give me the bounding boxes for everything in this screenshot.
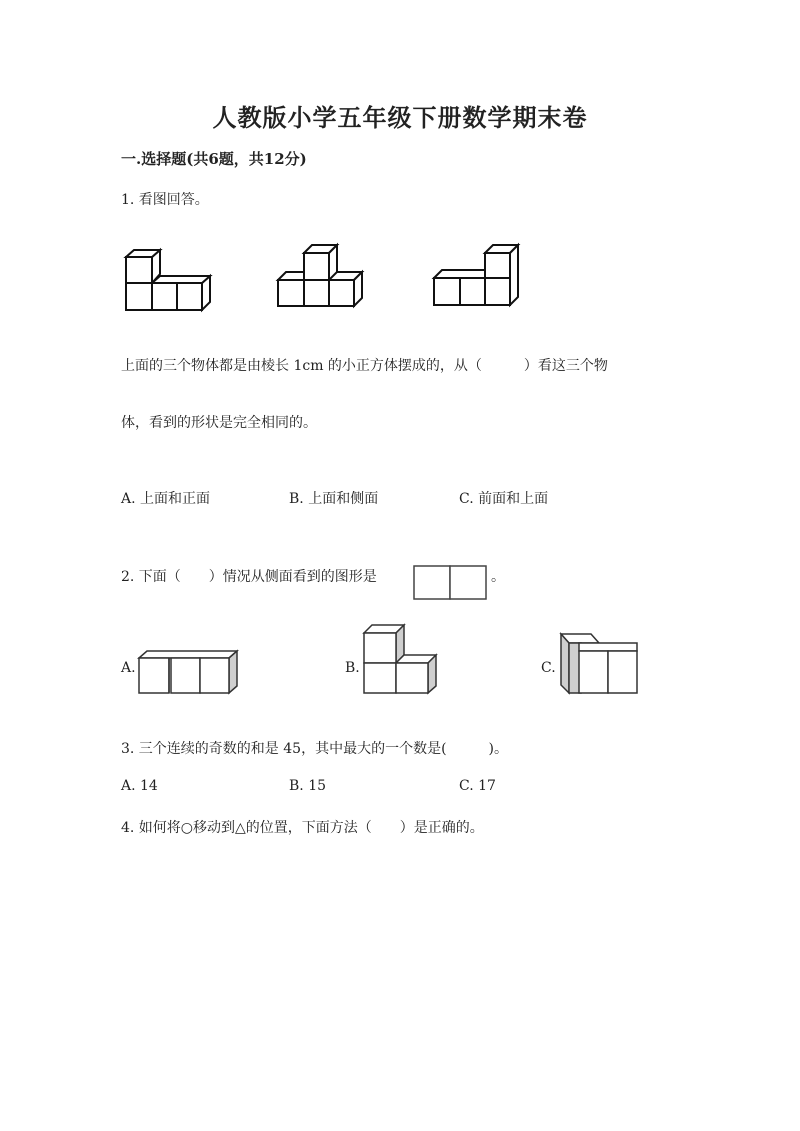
q1-line-1: 上面的三个物体都是由棱长 1cm 的小正方体摆成的，从（ ）看这三个物 [121,358,608,374]
q2-prompt-end: 。 [491,569,505,585]
q3-option-a[interactable]: A. 14 [121,778,158,794]
q2-option-a[interactable]: A. [121,660,136,676]
q2-option-b[interactable]: B. [345,660,360,676]
q2-option-c[interactable]: C. [541,660,556,676]
q3-option-b[interactable]: B. 15 [289,778,327,794]
q3-prompt: 3. 三个连续的奇数的和是 45，其中最大的一个数是( )。 [121,741,508,757]
q1-figure-2 [278,243,368,308]
q2-side-view-figure [413,565,489,601]
q1-option-b[interactable]: B. 上面和侧面 [289,491,379,507]
q2-prompt [121,566,377,586]
q2-option-a-figure[interactable] [139,650,241,694]
q1-figure-1 [126,248,216,313]
q2-option-b-figure[interactable] [364,624,440,694]
q4-prompt: 4. 如何将○移动到△的位置，下面方法（ ）是正确的。 [121,820,484,836]
q3-option-c[interactable]: C. 17 [459,778,496,794]
q1-option-c[interactable]: C. 前面和上面 [459,491,549,507]
section-heading: 一.选择题(共6题，共12分) [121,150,307,168]
q1-figure-3 [434,243,524,308]
q1-option-a[interactable]: A. 上面和正面 [121,491,211,507]
q1-prompt: 1. 看图回答。 [121,192,209,208]
q1-line-2: 体，看到的形状是完全相同的。 [121,415,317,431]
page-title: 人教版小学五年级下册数学期末卷 [212,103,588,132]
q2-prompt-text: 2. 下面（ ）情况从侧面看到的图形是 [121,569,377,585]
q2-option-c-figure[interactable] [561,633,641,695]
